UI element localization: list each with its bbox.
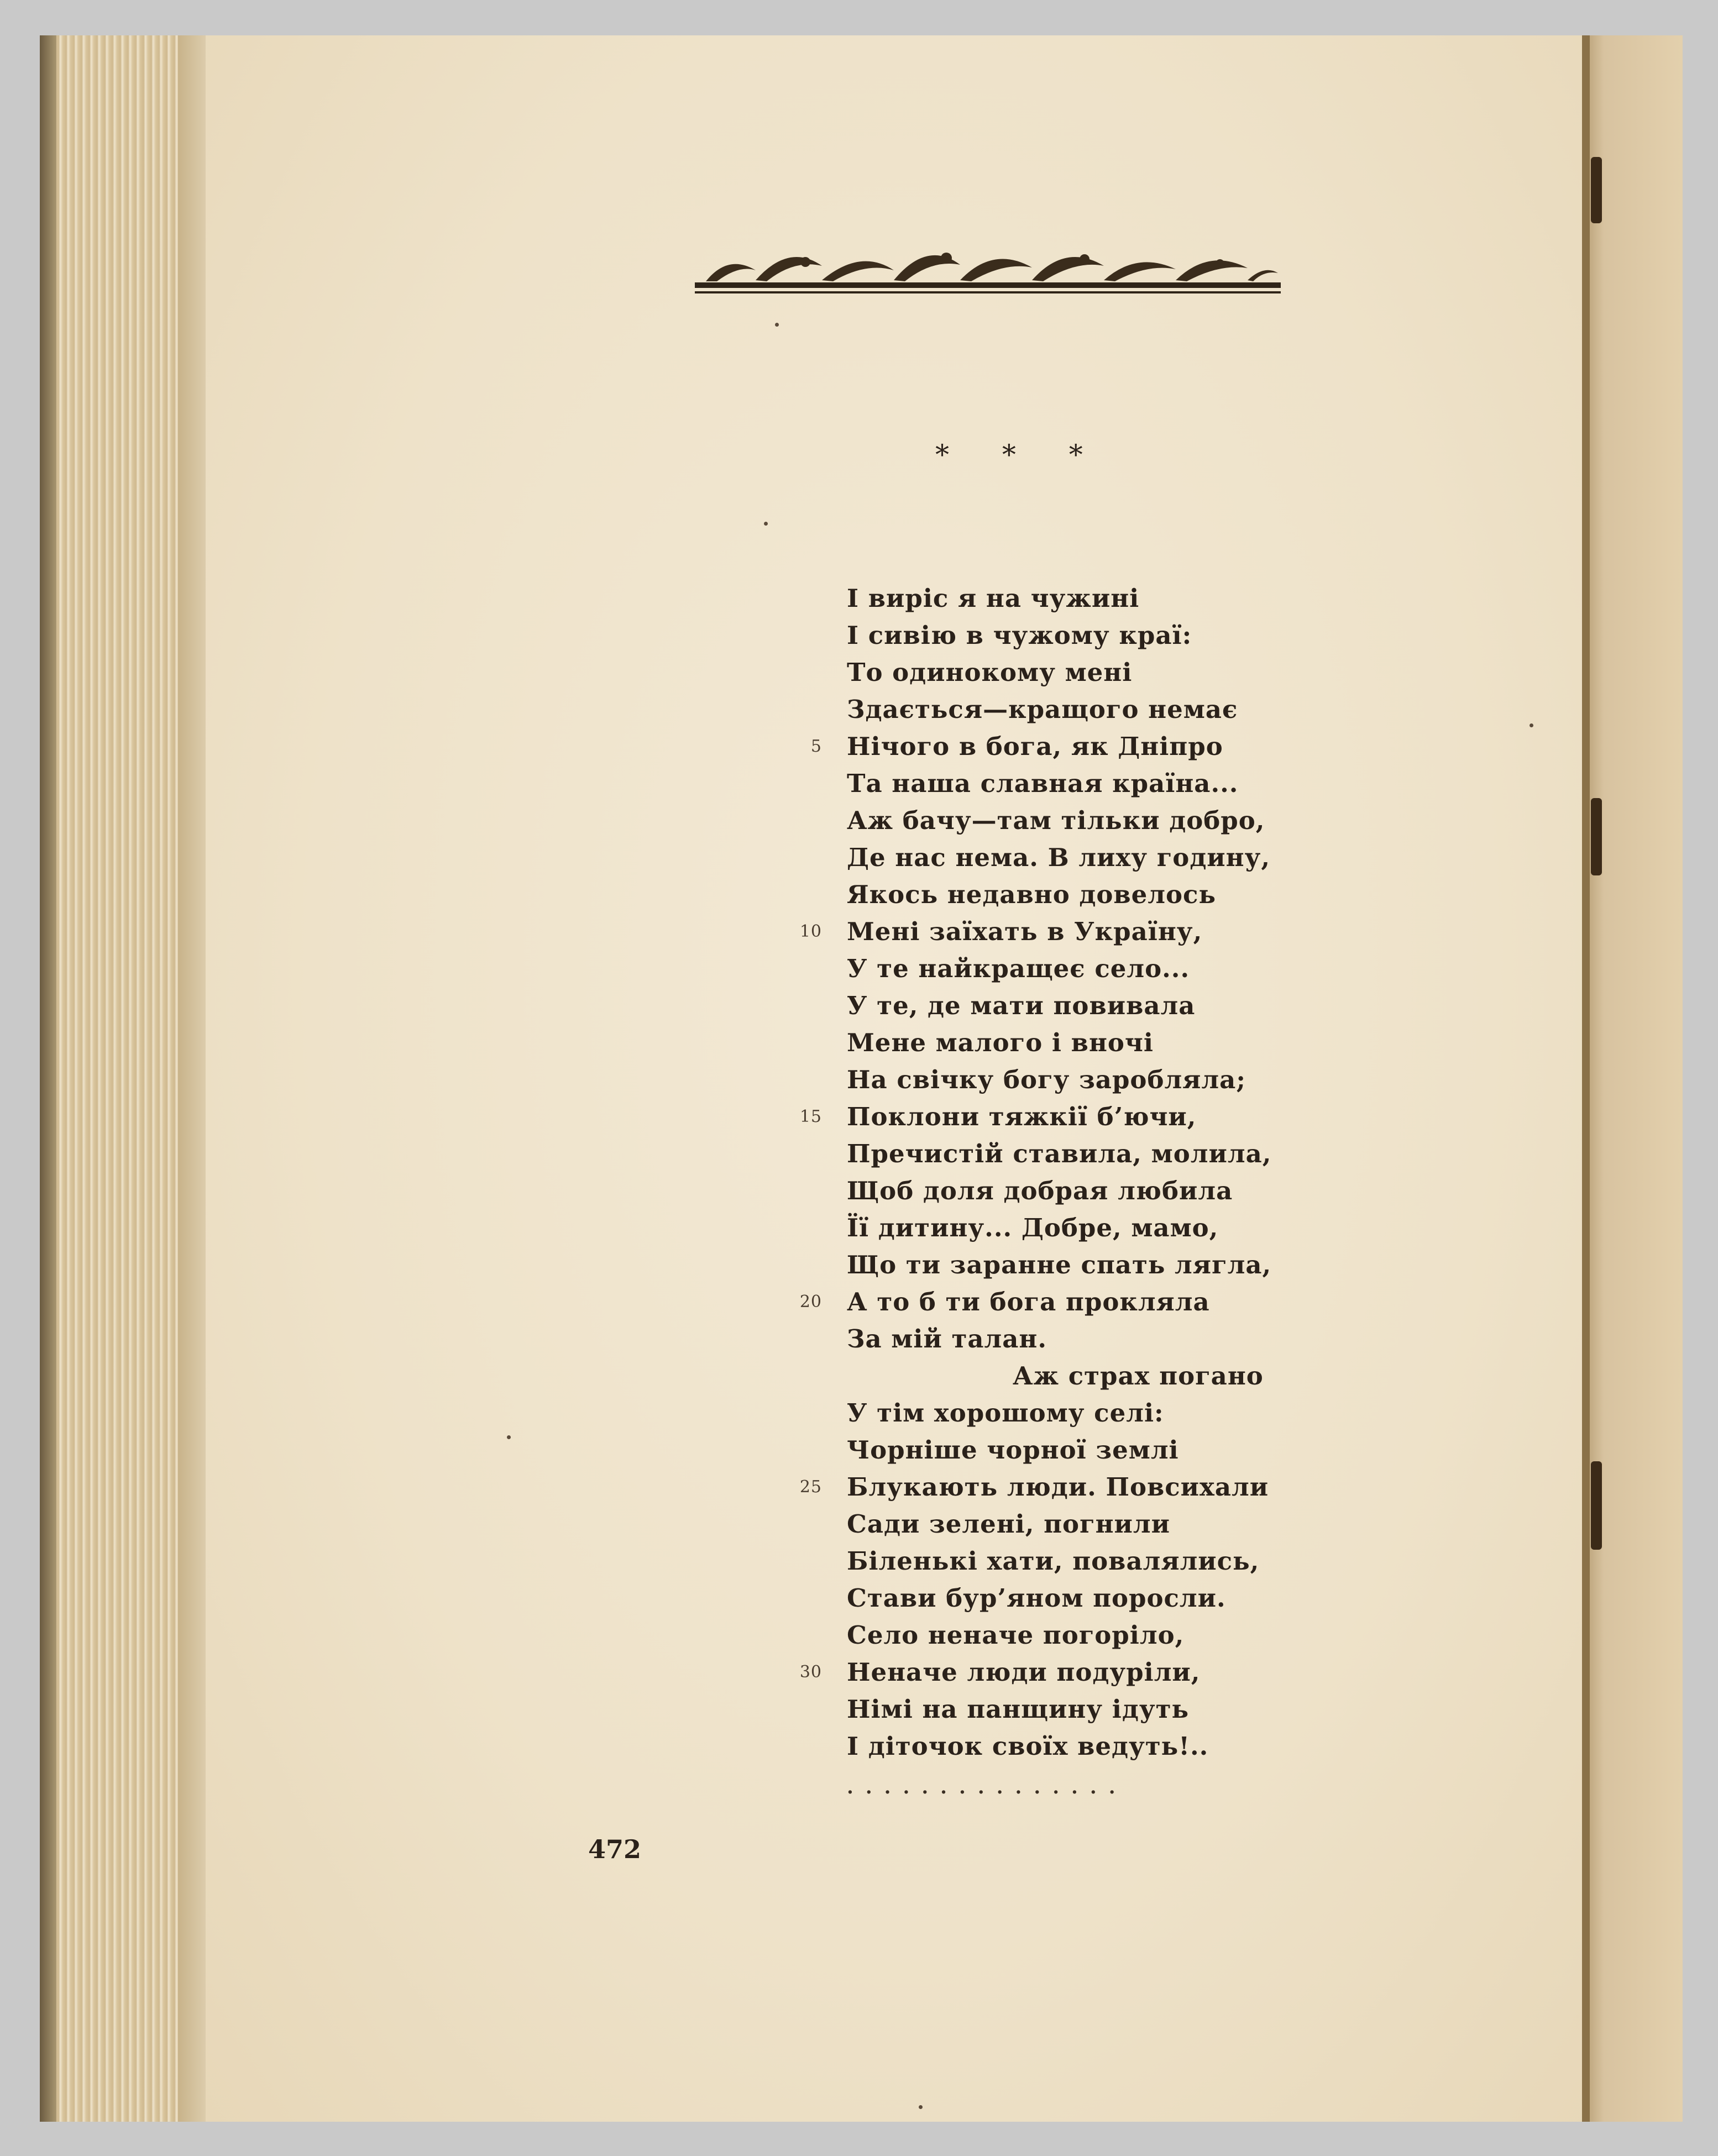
line-text: Її дитину... Добре, мамо, — [847, 1213, 1219, 1242]
speck — [507, 1435, 511, 1439]
poem-line — [626, 839, 1565, 876]
line-text: І сивію в чужому краї: — [847, 621, 1192, 650]
line-text: Стави бур’яном поросли. — [847, 1583, 1226, 1613]
poem-line — [626, 1394, 1565, 1431]
poem-line — [626, 1691, 1565, 1728]
poem-line — [626, 765, 1565, 802]
line-text: То одинокому мені — [847, 658, 1133, 687]
poem-line — [626, 1246, 1565, 1283]
section-separator — [637, 428, 1355, 489]
poem-line — [626, 1468, 1565, 1505]
line-text: Щоб доля добрая любила — [847, 1176, 1233, 1205]
line-number: 25 — [799, 1477, 822, 1497]
poem-line — [626, 1172, 1565, 1209]
line-text: Мене малого і вночі — [847, 1028, 1154, 1057]
line-text: Аж страх погано — [1013, 1361, 1264, 1391]
poem-line — [626, 1580, 1565, 1617]
line-text: За мій талан. — [847, 1324, 1047, 1354]
binding-mark — [1591, 1461, 1602, 1550]
line-text: Біленькі хати, повалялись, — [847, 1546, 1260, 1576]
poem-line — [626, 728, 1565, 765]
poem-line — [626, 1024, 1565, 1061]
poem-line — [626, 876, 1565, 913]
poem-line — [626, 1617, 1565, 1654]
poem-line — [626, 987, 1565, 1024]
poem-line — [626, 1135, 1565, 1172]
speck — [1530, 723, 1533, 727]
book-scan — [40, 35, 1683, 2122]
edge-shadow — [40, 35, 56, 2122]
separator-label: * * * — [935, 439, 1105, 471]
line-text: Блукають люди. Повсихали — [847, 1472, 1269, 1502]
line-number: 10 — [799, 922, 822, 941]
line-number: 30 — [799, 1662, 822, 1682]
poem-line — [626, 1209, 1565, 1246]
poem-line — [626, 1320, 1565, 1357]
omission-dots: ............... — [847, 1776, 1128, 1798]
line-text: Пречистій ставила, молила, — [847, 1139, 1272, 1168]
poem — [626, 580, 1565, 1765]
binding-mark — [1591, 798, 1602, 875]
line-text: А то б ти бога прокляла — [847, 1287, 1210, 1316]
line-text: Поклони тяжкії б’ючи, — [847, 1102, 1197, 1131]
poem-line — [626, 913, 1565, 950]
poem-line — [626, 950, 1565, 987]
speck — [775, 323, 779, 327]
page-edges — [40, 35, 178, 2122]
line-text: У те, де мати повивала — [847, 991, 1196, 1020]
line-text: Сади зелені, погнили — [847, 1509, 1171, 1539]
poem-line — [626, 1098, 1565, 1135]
line-text: У те найкращеє село... — [847, 954, 1190, 983]
speck — [764, 522, 768, 526]
poem-line — [626, 1431, 1565, 1468]
page-number: 472 — [588, 1834, 642, 1864]
line-text: Село неначе погоріло, — [847, 1620, 1185, 1650]
facing-page-shadow — [1582, 35, 1590, 2122]
poem-line — [626, 617, 1565, 654]
poem-line — [626, 1283, 1565, 1320]
line-text: У тім хорошому селі: — [847, 1398, 1164, 1428]
line-text: Та наша славная країна... — [847, 769, 1239, 798]
line-text: І виріс я на чужині — [847, 584, 1140, 613]
poem-line — [626, 1543, 1565, 1580]
facing-page-edge — [1582, 35, 1683, 2122]
poem-line — [626, 1654, 1565, 1691]
binding-mark — [1591, 157, 1602, 223]
poem-line — [626, 580, 1565, 617]
ornament-fleuron — [695, 232, 1281, 303]
line-text: Нічого в бога, як Дніпро — [847, 732, 1223, 761]
line-text: Де нас нема. В лиху годину, — [847, 843, 1271, 872]
line-text: Якось недавно довелось — [847, 880, 1216, 909]
line-text: Неначе люди подуріли, — [847, 1657, 1201, 1687]
speck — [919, 2105, 923, 2109]
poem-line — [626, 691, 1565, 728]
line-text: Здається—кращого немає — [847, 695, 1238, 724]
line-text: Чорніше чорної землі — [847, 1435, 1179, 1465]
poem-line — [626, 1728, 1565, 1765]
line-text: І діточок своїх ведуть!.. — [847, 1732, 1209, 1761]
line-number: 15 — [799, 1107, 822, 1126]
poem-line — [626, 1357, 1565, 1394]
line-text: Що ти заранне спать лягла, — [847, 1250, 1272, 1279]
poem-line — [626, 802, 1565, 839]
line-text: Німі на панщину ідуть — [847, 1695, 1190, 1724]
poem-line — [626, 654, 1565, 691]
poem-line — [626, 1061, 1565, 1098]
line-text: На свічку богу заробляла; — [847, 1065, 1246, 1094]
line-number: 20 — [799, 1292, 822, 1312]
poem-line — [626, 1505, 1565, 1543]
line-text: Аж бачу—там тільки добро, — [847, 806, 1265, 835]
line-text: Мені заїхать в Україну, — [847, 917, 1203, 946]
line-number: 5 — [810, 737, 822, 756]
